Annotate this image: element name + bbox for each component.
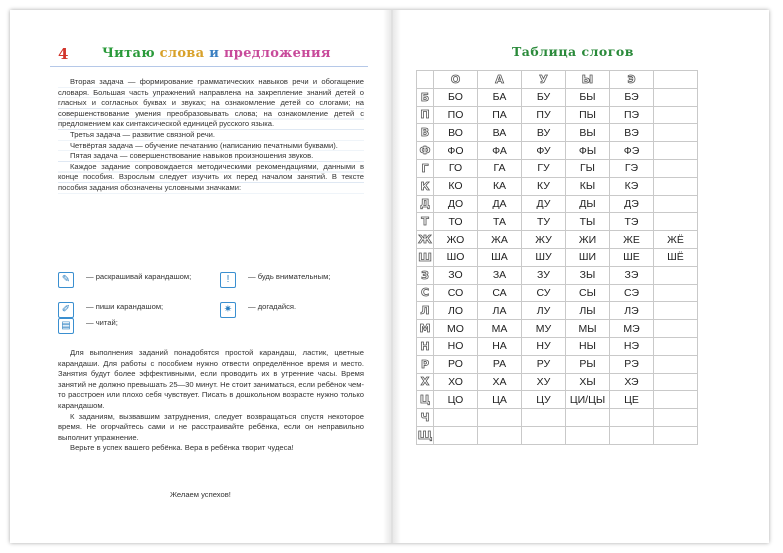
consonant-cell xyxy=(417,195,434,213)
syllable-cell: СА xyxy=(478,284,522,302)
syllable-cell xyxy=(434,426,478,444)
consonant-letter: Ц xyxy=(419,393,431,407)
syllable-cell xyxy=(522,426,566,444)
syllable-cell xyxy=(654,195,698,213)
syllable-cell: ТЫ xyxy=(566,213,610,231)
table-row xyxy=(417,426,698,444)
title-word: и xyxy=(209,46,220,61)
syllable-cell: ЖО xyxy=(434,231,478,249)
syllable-cell: ПЫ xyxy=(566,106,610,124)
syllable-cell: БО xyxy=(434,88,478,106)
syllable-cell: КЭ xyxy=(610,177,654,195)
legend-label: — будь внимательным; xyxy=(248,272,331,281)
vowel-header-cell xyxy=(610,71,654,89)
table-row xyxy=(417,302,698,320)
consonant-cell xyxy=(417,391,434,409)
legend-item xyxy=(220,272,358,288)
syllable-cell: НЫ xyxy=(566,337,610,355)
syllable-cell: ЗЫ xyxy=(566,266,610,284)
paragraph: Для выполнения заданий понадобятся простой карандаш, ластик, цветные карандаши. Для работы с пособием нужно отвести определённое время и место. Занятия будут более эффективными, если проводить их в утренние часы. Время занятий не должно превышать 25—30 минут. Не стоит заниматься, если ребёнок чем-то расстроен или плохо себя чувствует. Писать в дошкольном возрасте нужно только карандашом. xyxy=(58,348,364,410)
syllable-cell: СЭ xyxy=(610,284,654,302)
exclamation-icon: ! xyxy=(220,272,236,288)
table-header-row xyxy=(417,71,698,89)
page-heading xyxy=(50,42,368,64)
vowel-header-cell xyxy=(566,71,610,89)
header-corner-cell xyxy=(417,71,434,89)
pencil-color-icon: ✎ xyxy=(58,272,74,288)
consonant-cell xyxy=(417,355,434,373)
syllable-cell xyxy=(654,159,698,177)
syllable-cell xyxy=(654,106,698,124)
syllable-cell: СО xyxy=(434,284,478,302)
right-page xyxy=(412,40,730,530)
table-row xyxy=(417,159,698,177)
syllable-table xyxy=(416,70,698,445)
consonant-cell xyxy=(417,248,434,266)
consonant-cell xyxy=(417,337,434,355)
paragraph: Четвёртая задача — обучение печатанию (написанию печатными буквами). xyxy=(70,140,338,150)
paragraph: Вторая задача — формирование грамматических навыков речи и обогащение словаря. Большая часть упражнений направлена на закрепление знаний детей о гласных и согласных буквах и звуках; на ознакомление детей со слогами; на совершенствование умения преобразовывать слова; на ознакомление детей с предложением как синтаксической единицей русского языка. xyxy=(58,77,364,129)
syllable-cell: МЭ xyxy=(610,320,654,338)
table-row xyxy=(417,177,698,195)
syllable-cell: ГА xyxy=(478,159,522,177)
closing-wish: Желаем успехов! xyxy=(170,490,231,499)
syllable-cell: КО xyxy=(434,177,478,195)
syllable-cell: ЗЭ xyxy=(610,266,654,284)
syllable-cell: ЖЕ xyxy=(610,231,654,249)
page-number: 4 xyxy=(58,45,69,63)
consonant-cell xyxy=(417,106,434,124)
syllable-cell: ДО xyxy=(434,195,478,213)
vowel-letter: О xyxy=(450,72,461,86)
syllable-cell: ЦА xyxy=(478,391,522,409)
syllable-cell: ША xyxy=(478,248,522,266)
table-row xyxy=(417,337,698,355)
icon-legend xyxy=(58,272,368,342)
table-row xyxy=(417,106,698,124)
intro-text xyxy=(58,77,364,194)
syllable-cell: ВЭ xyxy=(610,124,654,142)
table-row xyxy=(417,213,698,231)
consonant-cell xyxy=(417,302,434,320)
syllable-cell: СУ xyxy=(522,284,566,302)
syllable-cell xyxy=(478,426,522,444)
legend-label: — догадайся. xyxy=(248,302,297,311)
table-row xyxy=(417,391,698,409)
syllable-cell: КУ xyxy=(522,177,566,195)
syllable-cell: ЖЁ xyxy=(654,231,698,249)
syllable-cell: ЗУ xyxy=(522,266,566,284)
consonant-cell xyxy=(417,426,434,444)
syllable-cell: ФУ xyxy=(522,142,566,160)
legend-item xyxy=(58,302,196,318)
syllable-cell: ШО xyxy=(434,248,478,266)
syllable-cell: ГУ xyxy=(522,159,566,177)
syllable-cell xyxy=(654,213,698,231)
syllable-cell: НО xyxy=(434,337,478,355)
vowel-letter: А xyxy=(495,72,504,86)
consonant-cell xyxy=(417,320,434,338)
syllable-cell: ГО xyxy=(434,159,478,177)
table-row xyxy=(417,355,698,373)
consonant-letter: Т xyxy=(421,215,429,229)
syllable-cell: ДА xyxy=(478,195,522,213)
paragraph: Каждое задание сопровождается методическими рекомендациями, данными в конце пособия. Взрослым следует изучить их перед началом занятий. В тексте пособия задания обозначены условными значками: xyxy=(58,161,364,192)
paragraph: К заданиям, вызвавшим затруднения, следует возвращаться спустя некоторое время. Не огорчайтесь сами и не расстраивайте ребёнка, если он неправильно выполнит упражнение. xyxy=(58,411,364,442)
consonant-letter: В xyxy=(420,126,430,140)
syllable-cell: СЫ xyxy=(566,284,610,302)
syllable-cell: ПЭ xyxy=(610,106,654,124)
consonant-letter: Х xyxy=(420,375,430,389)
syllable-cell: РА xyxy=(478,355,522,373)
consonant-letter: Б xyxy=(420,90,430,104)
consonant-letter: Д xyxy=(420,197,430,211)
syllable-cell xyxy=(522,409,566,427)
consonant-letter: С xyxy=(420,286,430,300)
title-word: слова xyxy=(159,46,205,61)
syllable-cell xyxy=(610,409,654,427)
vowel-header-cell xyxy=(522,71,566,89)
syllable-cell: ЦУ xyxy=(522,391,566,409)
syllable-cell xyxy=(654,124,698,142)
syllable-cell xyxy=(654,320,698,338)
vowel-letter: Ы xyxy=(581,72,594,86)
consonant-cell xyxy=(417,373,434,391)
syllable-cell: ЗО xyxy=(434,266,478,284)
syllable-cell: ЖА xyxy=(478,231,522,249)
syllable-cell: НУ xyxy=(522,337,566,355)
legend-label: — раскрашивай карандашом; xyxy=(86,272,192,281)
syllable-cell xyxy=(478,409,522,427)
syllable-cell: ВА xyxy=(478,124,522,142)
book-gutter xyxy=(383,10,401,543)
consonant-letter: Ж xyxy=(418,233,432,247)
consonant-letter: Г xyxy=(421,161,429,175)
syllable-cell: ВУ xyxy=(522,124,566,142)
consonant-letter: Р xyxy=(420,357,430,371)
syllable-cell: ДЫ xyxy=(566,195,610,213)
vowel-letter: Э xyxy=(627,72,636,86)
consonant-letter: Н xyxy=(420,339,430,353)
legend-label: — пиши карандашом; xyxy=(86,302,164,311)
syllable-cell: ВЫ xyxy=(566,124,610,142)
syllable-cell: ХЭ xyxy=(610,373,654,391)
consonant-cell xyxy=(417,88,434,106)
syllable-cell: ШЁ xyxy=(654,248,698,266)
syllable-cell: ДЭ xyxy=(610,195,654,213)
syllable-cell: ТО xyxy=(434,213,478,231)
syllable-cell: НЭ xyxy=(610,337,654,355)
syllable-cell: ЖИ xyxy=(566,231,610,249)
syllable-cell: БЭ xyxy=(610,88,654,106)
table-title: Таблица слогов xyxy=(512,44,634,59)
syllable-cell: ГЭ xyxy=(610,159,654,177)
syllable-cell: НА xyxy=(478,337,522,355)
consonant-letter: К xyxy=(420,179,430,193)
instructions-text xyxy=(58,348,364,454)
syllable-cell: БА xyxy=(478,88,522,106)
syllable-cell: ЦЕ xyxy=(610,391,654,409)
table-row xyxy=(417,124,698,142)
table-row xyxy=(417,195,698,213)
table-row xyxy=(417,284,698,302)
syllable-cell: ЦО xyxy=(434,391,478,409)
syllable-cell xyxy=(566,409,610,427)
consonant-cell xyxy=(417,124,434,142)
syllable-cell: ХУ xyxy=(522,373,566,391)
consonant-cell xyxy=(417,159,434,177)
table-row xyxy=(417,266,698,284)
syllable-cell: ТУ xyxy=(522,213,566,231)
syllable-cell: БЫ xyxy=(566,88,610,106)
syllable-cell xyxy=(654,391,698,409)
consonant-letter: Ч xyxy=(420,411,430,425)
legend-item xyxy=(220,302,358,318)
syllable-cell: КЫ xyxy=(566,177,610,195)
table-row xyxy=(417,248,698,266)
paragraph: Пятая задача — совершенствование навыков произношения звуков. xyxy=(70,151,314,161)
syllable-cell: ФА xyxy=(478,142,522,160)
table-row xyxy=(417,142,698,160)
consonant-letter: Ф xyxy=(419,144,431,158)
title-word: предложения xyxy=(223,46,331,61)
idea-icon: ✷ xyxy=(220,302,236,318)
syllable-cell: БУ xyxy=(522,88,566,106)
page-title xyxy=(102,46,331,61)
table-row xyxy=(417,320,698,338)
consonant-cell xyxy=(417,231,434,249)
syllable-cell: МО xyxy=(434,320,478,338)
syllable-cell xyxy=(610,426,654,444)
table-row xyxy=(417,231,698,249)
syllable-cell: РЭ xyxy=(610,355,654,373)
syllable-cell xyxy=(654,177,698,195)
consonant-cell xyxy=(417,177,434,195)
book-read-icon: ▤ xyxy=(58,318,74,334)
syllable-cell xyxy=(654,266,698,284)
syllable-cell xyxy=(654,426,698,444)
table-row xyxy=(417,409,698,427)
syllable-cell xyxy=(654,302,698,320)
syllable-cell: МЫ xyxy=(566,320,610,338)
paragraph: Третья задача — развитие связной речи. xyxy=(70,129,216,139)
syllable-cell: МА xyxy=(478,320,522,338)
syllable-cell xyxy=(654,337,698,355)
syllable-cell: ХЫ xyxy=(566,373,610,391)
syllable-cell: РУ xyxy=(522,355,566,373)
syllable-cell: ШИ xyxy=(566,248,610,266)
syllable-cell: КА xyxy=(478,177,522,195)
syllable-cell: ЦИ/ЦЫ xyxy=(566,391,610,409)
syllable-cell: ПО xyxy=(434,106,478,124)
syllable-cell: ЛА xyxy=(478,302,522,320)
syllable-cell: ЛУ xyxy=(522,302,566,320)
consonant-letter: П xyxy=(420,108,430,122)
consonant-cell xyxy=(417,142,434,160)
syllable-cell: ТА xyxy=(478,213,522,231)
consonant-letter: Л xyxy=(420,304,430,318)
syllable-cell: ГЫ xyxy=(566,159,610,177)
syllable-cell: ПА xyxy=(478,106,522,124)
syllable-cell: ЗА xyxy=(478,266,522,284)
syllable-cell: ПУ xyxy=(522,106,566,124)
syllable-cell xyxy=(654,142,698,160)
heading-rule xyxy=(50,66,368,67)
paragraph: Верьте в успех вашего ребёнка. Вера в ребёнка творит чудеса! xyxy=(70,443,294,453)
pencil-write-icon: ✐ xyxy=(58,302,74,318)
legend-item xyxy=(58,318,196,334)
syllable-cell: ДУ xyxy=(522,195,566,213)
consonant-letter: М xyxy=(419,322,431,336)
vowel-header-cell xyxy=(478,71,522,89)
vowel-header-cell xyxy=(434,71,478,89)
syllable-cell: ФО xyxy=(434,142,478,160)
consonant-letter: Щ xyxy=(417,428,433,442)
syllable-cell: ХА xyxy=(478,373,522,391)
consonant-cell xyxy=(417,213,434,231)
legend-label: — читай; xyxy=(86,318,118,327)
syllable-cell: ШЕ xyxy=(610,248,654,266)
consonant-cell xyxy=(417,284,434,302)
syllable-cell: РЫ xyxy=(566,355,610,373)
syllable-cell: ЛЭ xyxy=(610,302,654,320)
syllable-cell: ЛО xyxy=(434,302,478,320)
syllable-cell xyxy=(654,88,698,106)
table-row xyxy=(417,88,698,106)
table-row xyxy=(417,373,698,391)
syllable-cell: МУ xyxy=(522,320,566,338)
syllable-cell: РО xyxy=(434,355,478,373)
syllable-cell: ШУ xyxy=(522,248,566,266)
syllable-cell xyxy=(654,409,698,427)
syllable-cell: ВО xyxy=(434,124,478,142)
syllable-cell xyxy=(654,284,698,302)
consonant-cell xyxy=(417,409,434,427)
syllable-cell: ЛЫ xyxy=(566,302,610,320)
syllable-cell: ЖУ xyxy=(522,231,566,249)
syllable-cell xyxy=(654,355,698,373)
vowel-letter: У xyxy=(539,72,548,86)
legend-item xyxy=(58,272,196,288)
syllable-cell xyxy=(654,373,698,391)
vowel-header-cell xyxy=(654,71,698,89)
consonant-letter: З xyxy=(421,268,429,282)
consonant-cell xyxy=(417,266,434,284)
syllable-cell: ФЭ xyxy=(610,142,654,160)
syllable-cell: ТЭ xyxy=(610,213,654,231)
title-word: Читаю xyxy=(102,46,155,61)
syllable-cell: ХО xyxy=(434,373,478,391)
left-page xyxy=(50,40,368,530)
syllable-cell xyxy=(566,426,610,444)
syllable-cell: ФЫ xyxy=(566,142,610,160)
consonant-letter: Ш xyxy=(418,250,432,264)
syllable-cell xyxy=(434,409,478,427)
